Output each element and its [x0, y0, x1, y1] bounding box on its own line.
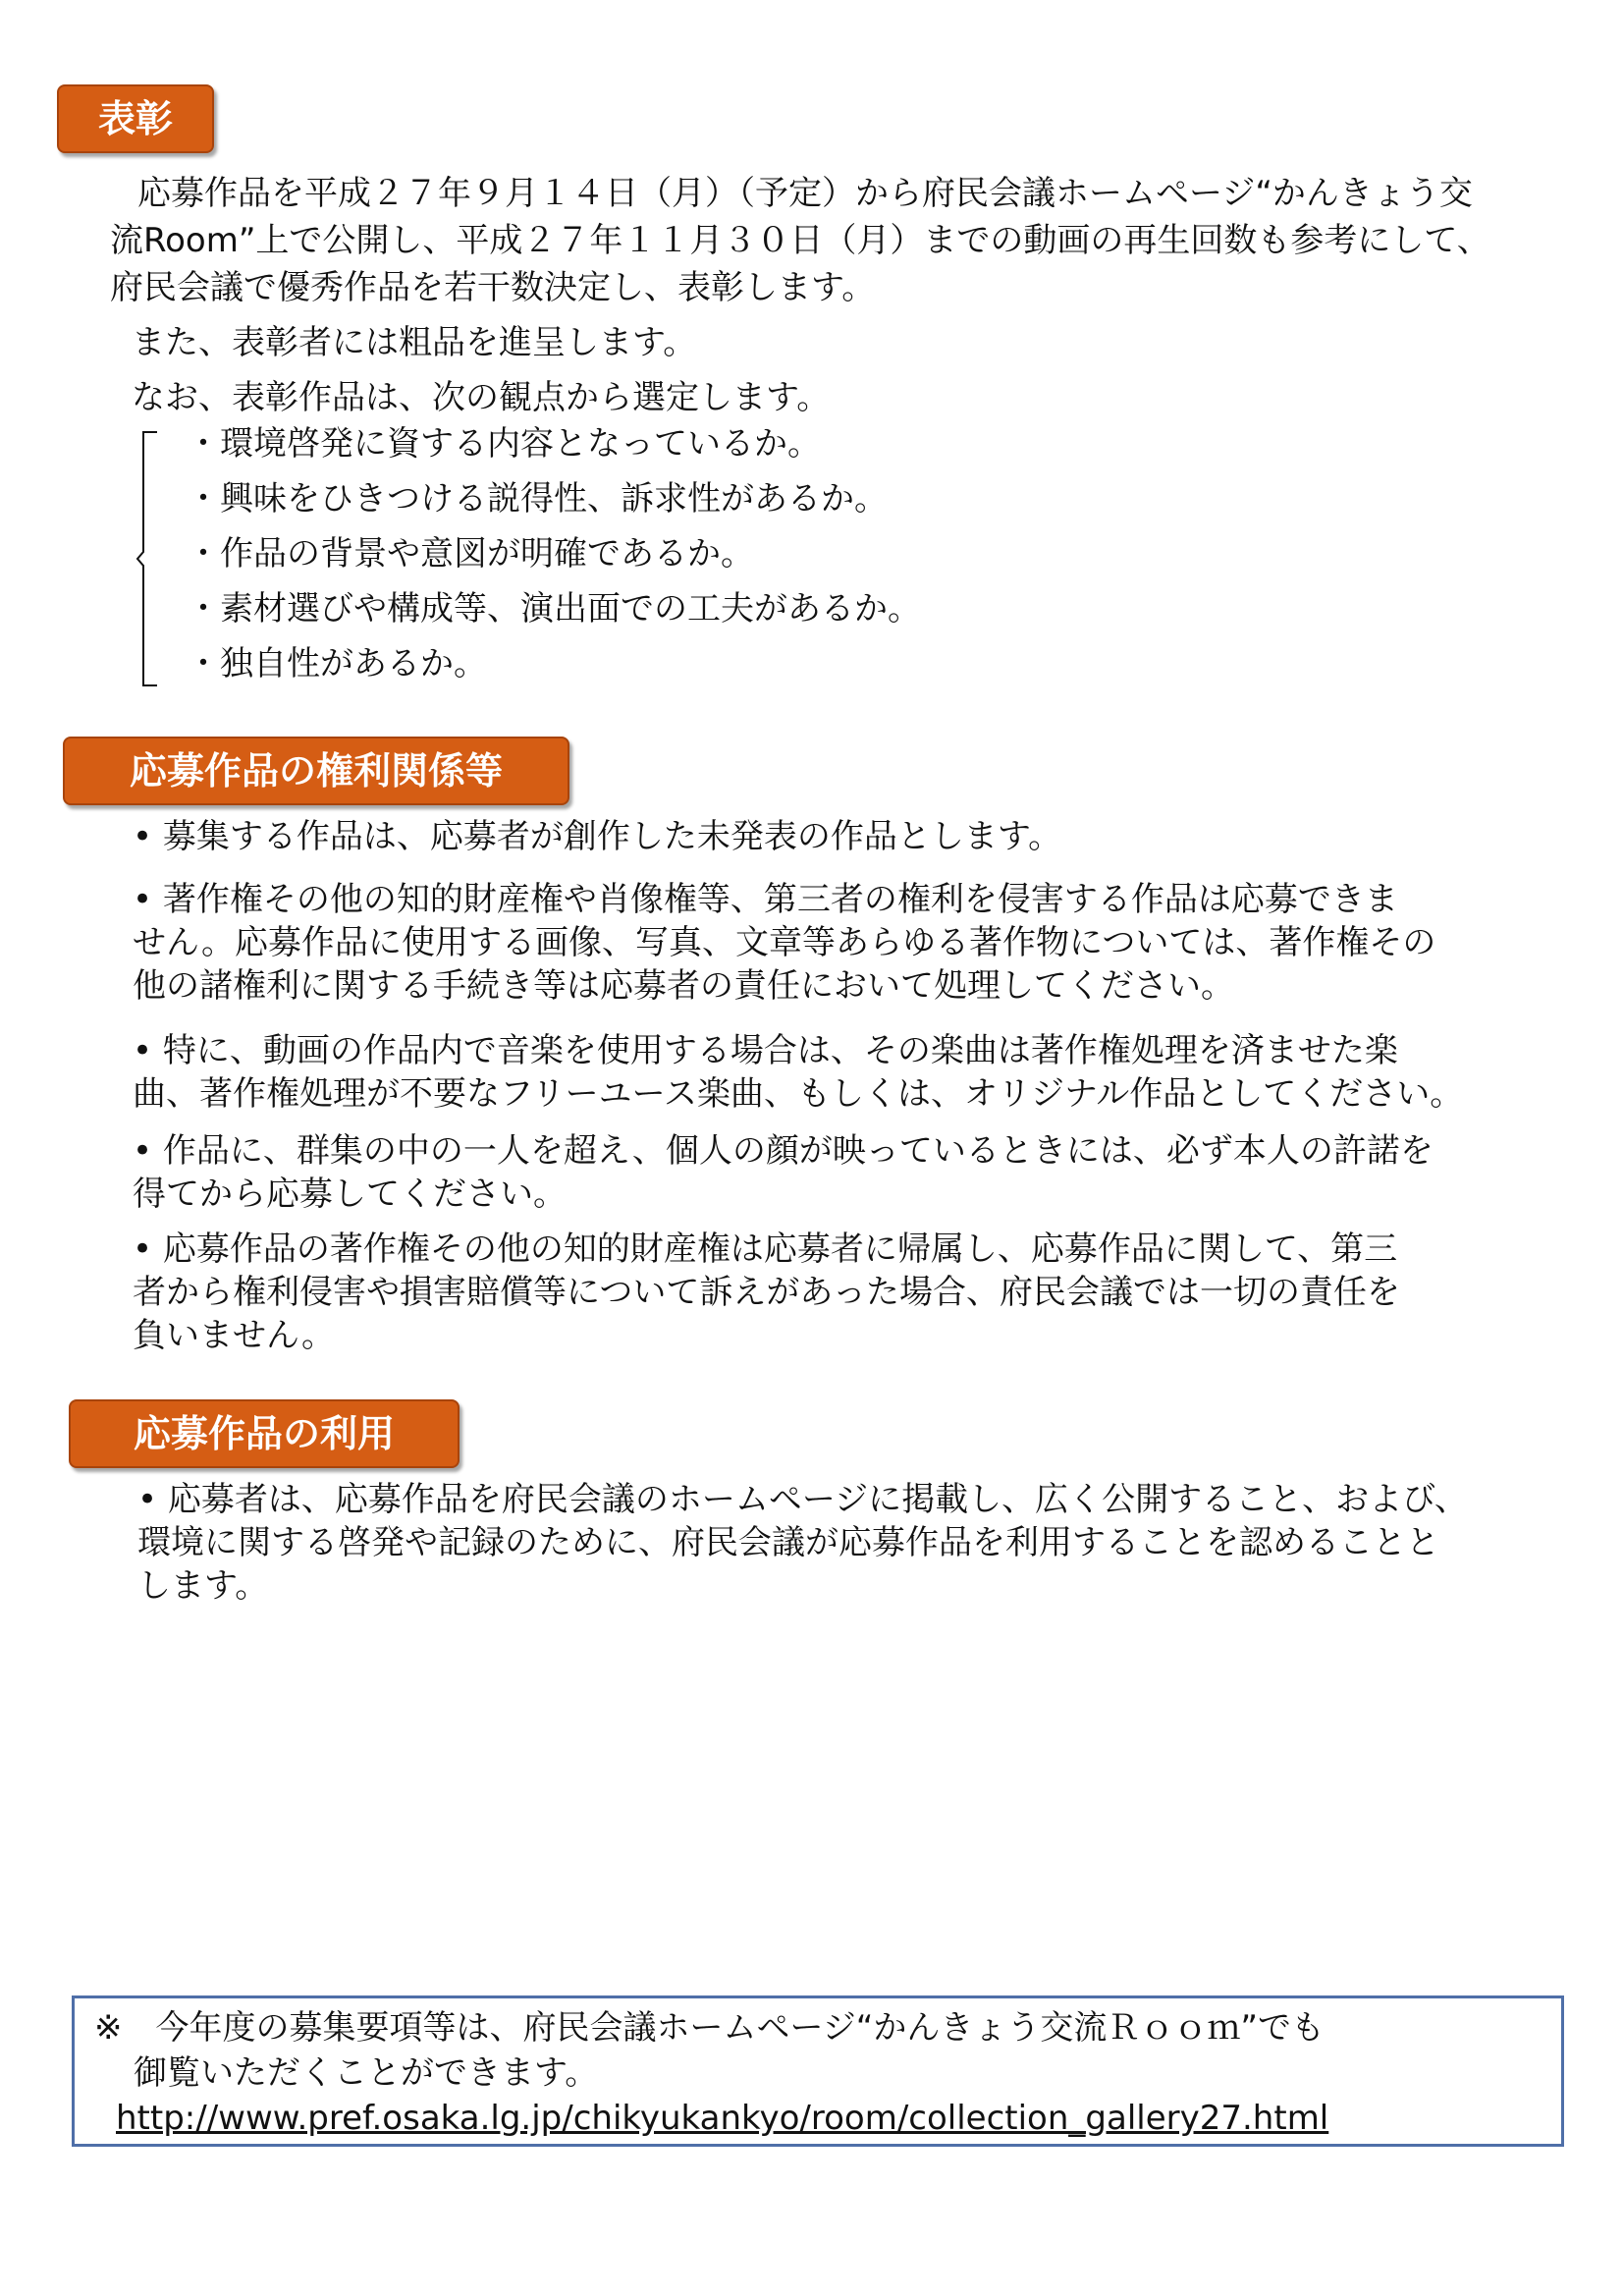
intro-line-2: 流Room”上で公開し、平成２７年１１月３０日（月）までの動画の再生回数も参考にして、	[110, 221, 1490, 260]
criteria-item: ・作品の背景や意図が明確であるか。	[187, 534, 754, 574]
usage-bullet-line: 環境に関する啓発や記録のために、府民会議が応募作品を利用することを認めることと	[137, 1523, 1439, 1562]
rights-bullet-line: • 作品に、群集の中の一人を超え、個人の顔が映っているときには、必ず本人の許諾を	[133, 1131, 1434, 1171]
notice-line-1: ※ 今年度の募集要項等は、府民会議ホームページ“かんきょう交流Ｒｏｏｍ”でも	[94, 2008, 1325, 2048]
section-heading-hyosho: 表彰	[57, 84, 214, 153]
rights-bullet-line: せん。応募作品に使用する画像、写真、文章等あらゆる著作物については、著作権その	[133, 923, 1436, 962]
criteria-item: ・素材選びや構成等、演出面での工夫があるか。	[187, 589, 921, 629]
criteria-list	[187, 416, 921, 691]
criteria-intro: なお、表彰作品は、次の観点から選定します。	[132, 378, 831, 417]
intro-line-3: 府民会議で優秀作品を若干数決定し、表彰します。	[110, 268, 876, 307]
criteria-item: ・独自性があるか。	[187, 644, 487, 683]
rights-bullet-line: • 特に、動画の作品内で音楽を使用する場合は、その楽曲は著作権処理を済ませた楽	[133, 1031, 1398, 1070]
rights-bullet-4	[133, 1129, 1546, 1216]
section-heading-rights: 応募作品の権利関係等	[63, 737, 569, 805]
prize-text: また、表彰者には粗品を進呈します。	[132, 323, 697, 362]
usage-bullet	[137, 1478, 1551, 1608]
notice-box	[72, 1995, 1564, 2147]
rights-bullet-line: • 著作権その他の知的財産権や肖像権等、第三者の権利を侵害する作品は応募できま	[133, 880, 1398, 919]
rights-bullet-2	[133, 878, 1546, 1008]
rights-bullet-line: 曲、著作権処理が不要なフリーユース楽曲、もしくは、オリジナル作品としてください。	[133, 1074, 1464, 1114]
criteria-item: ・興味をひきつける説得性、訴求性があるか。	[187, 479, 888, 519]
intro-line-1: 応募作品を平成２７年９月１４日（月）（予定）から府民会議ホームページ“かんきょう交	[137, 174, 1473, 213]
section-heading-usage: 応募作品の利用	[69, 1399, 460, 1468]
rights-bullet-line: 負いません。	[133, 1316, 336, 1355]
rights-bullet-line: • 募集する作品は、応募者が創作した未発表の作品とします。	[133, 817, 1062, 856]
rights-bullet-5	[133, 1228, 1546, 1357]
criteria-brace	[135, 430, 185, 687]
rights-bullet-3	[133, 1029, 1546, 1116]
usage-bullet-line: • 応募者は、応募作品を府民会議のホームページに掲載し、広く公開すること、および、	[137, 1480, 1468, 1519]
rights-bullet-line: • 応募作品の著作権その他の知的財産権は応募者に帰属し、応募作品に関して、第三	[133, 1230, 1398, 1269]
rights-bullet-line: 得てから応募してください。	[133, 1175, 567, 1214]
rights-bullet-1	[133, 815, 1546, 858]
criteria-item: ・環境啓発に資する内容となっているか。	[187, 424, 821, 464]
gallery-url-link[interactable]: http://www.pref.osaka.lg.jp/chikyukankyo/room/collection_gallery27.html	[116, 2099, 1329, 2138]
usage-bullet-line: します。	[137, 1566, 269, 1606]
rights-bullet-line: 者から権利侵害や損害賠償等について訴えがあった場合、府民会議では一切の責任を	[133, 1273, 1400, 1312]
rights-bullet-line: 他の諸権利に関する手続き等は応募者の責任において処理してください。	[133, 966, 1234, 1006]
notice-line-2: 御覧いただくことができます。	[134, 2053, 599, 2093]
